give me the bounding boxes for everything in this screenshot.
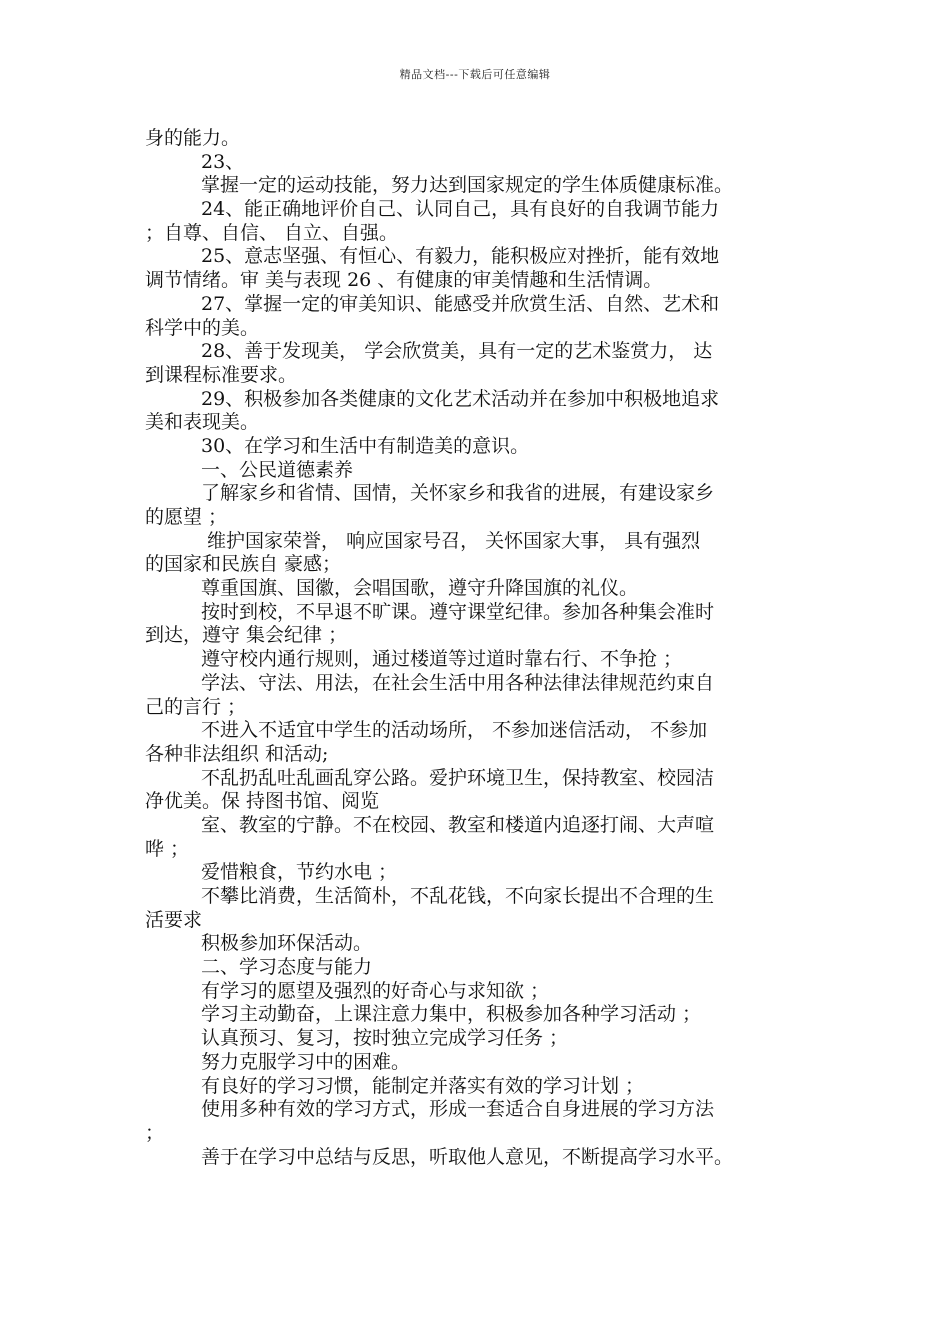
text-line: 努力克服学习中的困难。 bbox=[201, 1050, 411, 1073]
text-line: 遵守校内通行规则，通过楼道等过道时靠右行、不争抢 ； bbox=[201, 648, 683, 671]
text-line: 活要求 bbox=[145, 908, 203, 931]
text-line: 积极参加环保活动。 bbox=[201, 932, 373, 955]
text-line: 有良好的学习习惯，能制定并落实有效的学习计划 ； bbox=[201, 1074, 645, 1097]
text-line: 不进入不适宜中学生的活动场所， 不参加迷信活动， 不参加 bbox=[201, 719, 708, 742]
text-line: 尊重国旗、国徽，会唱国歌，遵守升降国旗的礼仪。 bbox=[201, 577, 639, 600]
text-line: 有学习的愿望及强烈的好奇心与求知欲 ； bbox=[201, 979, 550, 1002]
text-line: 己的言行 ； bbox=[145, 695, 247, 718]
text-line: 身的能力。 bbox=[145, 127, 241, 149]
text-line: 23、 bbox=[201, 150, 245, 173]
text-line: 各种非法组织 和活动; bbox=[145, 742, 329, 765]
text-line: 的国家和民族自 豪感； bbox=[145, 553, 342, 576]
text-line: 学法、守法、用法，在社会生活中用各种法律法律规范约束自 bbox=[201, 671, 715, 694]
text-line: 不乱扔乱吐乱画乱穿公路。爱护环境卫生，保持教室、校园洁 bbox=[201, 766, 715, 789]
text-line: 不攀比消费，生活简朴，不乱花钱，不向家长提出不合理的生 bbox=[201, 885, 715, 907]
text-line: 到达，遵守 集会纪律 ； bbox=[145, 624, 348, 647]
text-line: 了解家乡和省情、国情，关怀家乡和我省的进展，有建设家乡 bbox=[201, 482, 715, 505]
text-line: 使用多种有效的学习方式，形成一套适合自身进展的学习方法 bbox=[201, 1098, 715, 1121]
text-line: 30、在学习和生活中有制造美的意识。 bbox=[201, 434, 530, 457]
text-line: 科学中的美。 bbox=[145, 316, 260, 339]
text-line: 25、意志坚强、有恒心、有毅力，能积极应对挫折，能有效地 bbox=[201, 245, 720, 268]
text-line: 调节情绪。审 美与表现 26 、有健康的审美情趣和生活情调。 bbox=[145, 269, 663, 292]
page-header: 精品文档---下载后可任意编辑 bbox=[399, 68, 551, 81]
text-line: 一、公民道德素养 bbox=[201, 458, 354, 481]
text-line: ；自尊、自信、 自立、自强。 bbox=[145, 221, 399, 244]
text-line: 到课程标准要求。 bbox=[145, 363, 298, 386]
text-line: 净优美。保 持图书馆、阅览 bbox=[145, 790, 380, 813]
text-line: 24、能正确地评价自己、认同自己，具有良好的自我调节能力 bbox=[201, 198, 720, 221]
text-line: 29、积极参加各类健康的文化艺术活动并在参加中积极地追求 bbox=[201, 387, 720, 410]
text-line: 哗 ； bbox=[145, 837, 190, 860]
text-line: 爱惜粮食，节约水电 ； bbox=[201, 861, 398, 884]
text-line: 掌握一定的运动技能，努力达到国家规定的学生体质健康标准。 bbox=[201, 174, 734, 197]
text-line: ； bbox=[145, 1121, 165, 1144]
text-line: 认真预习、复习，按时独立完成学习任务 ； bbox=[201, 1027, 569, 1050]
text-line: 的愿望 ； bbox=[145, 506, 228, 528]
text-line: 28、善于发现美， 学会欣赏美，具有一定的艺术鉴赏力， 达 bbox=[201, 340, 713, 363]
document-body bbox=[145, 127, 810, 1169]
text-line: 善于在学习中总结与反思，听取他人意见，不断提高学习水平。 bbox=[201, 1145, 734, 1168]
text-line: 按时到校，不早退不旷课。遵守课堂纪律。参加各种集会准时 bbox=[201, 600, 715, 623]
text-line: 维护国家荣誉， 响应国家号召， 关怀国家大事， 具有强烈 bbox=[201, 529, 701, 552]
text-line: 学习主动勤奋，上课注意力集中，积极参加各种学习活动 ； bbox=[201, 1003, 702, 1026]
text-line: 室、教室的宁静。不在校园、教室和楼道内追逐打闹、大声喧 bbox=[201, 813, 715, 836]
text-line: 美和表现美。 bbox=[145, 411, 260, 434]
text-line: 27、掌握一定的审美知识、能感受并欣赏生活、自然、艺术和 bbox=[201, 292, 720, 315]
text-line: 二、学习态度与能力 bbox=[201, 956, 373, 979]
